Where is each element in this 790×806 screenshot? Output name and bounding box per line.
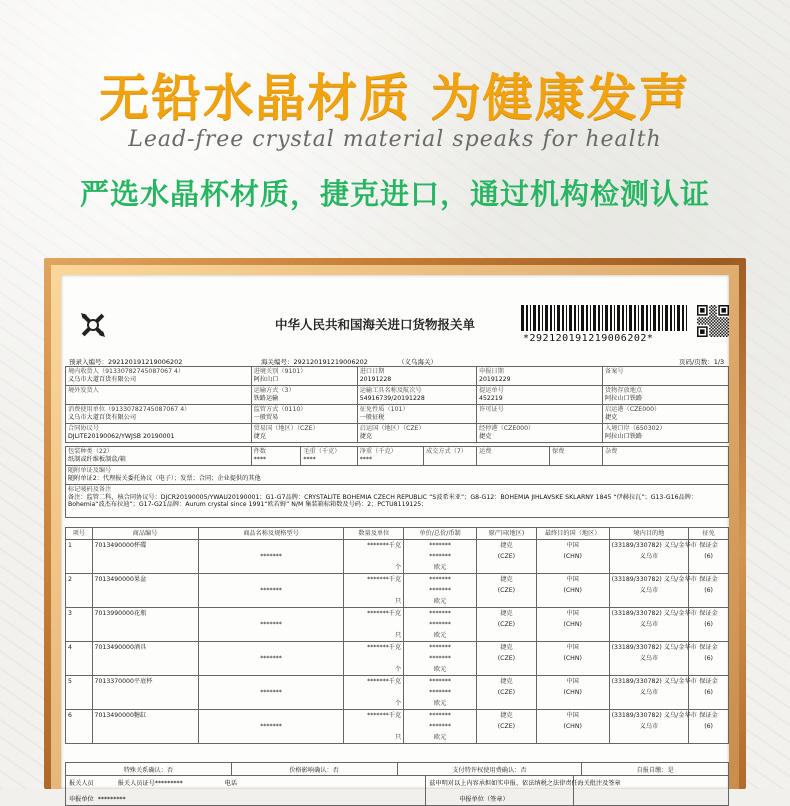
- goods-cell: *******: [404, 540, 477, 552]
- goods-cell: [198, 596, 344, 608]
- goods-cell: (6): [689, 551, 729, 562]
- goods-cell: [92, 562, 198, 574]
- goods-row: [66, 551, 729, 562]
- goods-cell: [92, 687, 198, 698]
- headline: 无铅水晶材质 为健康发声: [99, 69, 691, 127]
- remarks-text: 备注：监管二科，核合同协议号：DJCR20190005/YWAU20190001；G1-G7品牌：CRYSTALITE BOHEMIA CZECH REPUBLIC “S波希米亚”；G8-G12：BOHEMIA JIHLAVSKE SKLARNY 1845 “伊赫拉瓦”；G13-G16品牌：Bohemia“波杰布拉迪”；G17-G21品牌：Aurum crystal since 1991“欧若姆” N/M 集装箱标箱数及号码：2；PCTU8119125；: [68, 493, 698, 508]
- goods-cell: 中国: [536, 540, 609, 552]
- goods-cell: [536, 664, 609, 676]
- goods-cell: 中国: [536, 574, 609, 586]
- goods-cell: 只: [344, 630, 404, 642]
- goods-cell: 义乌市: [609, 551, 689, 562]
- goods-cell: (33189/330782) 义乌/金华市: [609, 574, 689, 586]
- goods-cell: *******: [404, 676, 477, 688]
- goods-row: [66, 585, 729, 596]
- goods-cell: 保证金: [689, 608, 729, 620]
- goods-cell: [66, 732, 93, 744]
- goods-cell: 欧元: [404, 698, 477, 710]
- goods-cell: 保证金: [689, 642, 729, 654]
- goods-cell: 2: [66, 574, 93, 586]
- goods-cell: [198, 732, 344, 744]
- goods-cell: [609, 562, 689, 574]
- goods-cell: (6): [689, 721, 729, 732]
- goods-header-cell: 原产国(地区): [477, 528, 537, 540]
- goods-cell: [477, 664, 537, 676]
- goods-cell: 欧元: [404, 630, 477, 642]
- goods-cell: 4: [66, 642, 93, 654]
- goods-cell: 1: [66, 540, 93, 552]
- goods-cell: [198, 664, 344, 676]
- goods-header-cell: 项号: [66, 528, 93, 540]
- goods-row: [66, 596, 729, 608]
- goods-cell: [66, 721, 93, 732]
- goods-table: [65, 527, 729, 744]
- goods-row: [66, 721, 729, 732]
- goods-cell: [92, 698, 198, 710]
- script-tagline: Lead-free crystal material speaks for health: [128, 127, 662, 152]
- price-effect: 价格影响确认：否: [231, 763, 397, 776]
- goods-cell: [609, 596, 689, 608]
- goods-cell: (CHN): [536, 551, 609, 562]
- goods-cell: (CZE): [477, 653, 537, 664]
- goods-cell: 欧元: [404, 596, 477, 608]
- goods-cell: (6): [689, 653, 729, 664]
- goods-cell: [92, 585, 198, 596]
- goods-cell: (CZE): [477, 687, 537, 698]
- goods-cell: 6: [66, 710, 93, 722]
- goods-cell: 只: [344, 596, 404, 608]
- goods-cell: *******千克: [344, 608, 404, 620]
- goods-cell: 义乌市: [609, 619, 689, 630]
- goods-cell: [344, 721, 404, 732]
- goods-cell: (6): [689, 585, 729, 596]
- confirmation-bar: [65, 762, 729, 776]
- declaration-header-table: 境内收货人（91330782745087067 4） 义乌市大道百货有限公司 进境关别（9101） 阿拉山口 进口日期 20191228 申报日期 20191229 备案号 境外发货人 运输方式（3） 铁路运输 运输工具名称及航次号 54916739/20191228 提运单号 452219 货物存放地点 阿拉山口铁路 消费使用单位（91330782745087067 4） 义乌市大道百货有限公司 监管方式（0110） 一般贸易 征免性质（101） 一般征税 许可证号 启运港（CZE000） 捷克 合同协议号 DJLITE20190062/YWJSB 20190001 贸易国（地区）（CZE） 捷克 启运国（地区）（CZE） 捷克 经停港（CZE000） 捷克 入境口岸（650302） 阿拉山口铁路: [65, 366, 729, 443]
- subtitle: 严选水晶杯材质，捷克进口，通过机构检测认证: [79, 177, 710, 211]
- goods-cell: *******: [404, 551, 477, 562]
- goods-header-cell: 商品名称及规格型号: [198, 528, 344, 540]
- goods-cell: [198, 676, 344, 688]
- goods-cell: [66, 687, 93, 698]
- goods-cell: 中国: [536, 710, 609, 722]
- declaration-package-table: 包装种类（22） 纸制或纤维板制盒/箱 件数 **** 毛重（千克） **** 净重（千克） **** 成交方式（7） 运费 保费 杂费 随附单证及编号 随附单证2：代理报关委托协议（电子）；发票；合同；企业提供的其他 标记唛码及备注 备注：监管二科，核合同协议号：DJCR20190005/YWAU20190001；G1-G7品牌：CRYSTALITE BOHEMIA CZECH REPUBLIC “S波希米亚”；G8-G12：BOHEMIA JIHLAVSKE SKLARNY 1845 “伊赫拉瓦”；G13-G16品牌：Bohemia“波杰布拉迪”；G17-G21品牌：Aurum crystal since 1991“欧若姆” N/M 集装箱标箱数及号码：2；PCTU8119125；: [65, 446, 729, 518]
- goods-cell: (CHN): [536, 721, 609, 732]
- goods-row: [66, 664, 729, 676]
- goods-cell: *******: [404, 721, 477, 732]
- goods-cell: [477, 562, 537, 574]
- goods-cell: [689, 732, 729, 744]
- goods-cell: [198, 642, 344, 654]
- goods-cell: (CHN): [536, 585, 609, 596]
- goods-cell: *******: [404, 642, 477, 654]
- self-report: 自报自缴：是: [582, 763, 729, 776]
- goods-cell: [344, 619, 404, 630]
- goods-cell: [66, 585, 93, 596]
- royalty-confirm: 支付特许权使用费确认：否: [397, 763, 582, 776]
- goods-cell: [92, 619, 198, 630]
- goods-cell: [66, 619, 93, 630]
- goods-cell: 中国: [536, 676, 609, 688]
- goods-cell: (33189/330782) 义乌/金华市: [609, 710, 689, 722]
- goods-header-cell: 单价/总价/币制: [404, 528, 477, 540]
- goods-code-name: 7013370000平底杯: [92, 676, 198, 688]
- goods-cell: [92, 596, 198, 608]
- goods-cell: [344, 551, 404, 562]
- goods-row: [66, 732, 729, 744]
- special-relation: 特殊关系确认：否: [66, 763, 232, 776]
- goods-cell: *******千克: [344, 540, 404, 552]
- goods-cell: [66, 698, 93, 710]
- goods-cell: (33189/330782) 义乌/金华市: [609, 676, 689, 688]
- customs-emblem-icon: [75, 307, 111, 343]
- goods-cell: *******千克: [344, 710, 404, 722]
- signature-table: 报关人员 报关人员证号********* 电话 申报单位 ********* 兹申明对以上内容承担如实申报、依法纳税之法律责任 申报单位（签章） 海关批注及签章: [65, 775, 729, 806]
- goods-cell: [689, 698, 729, 710]
- customs-remark: 海关批注及签章: [574, 776, 729, 806]
- goods-cell: (33189/330782) 义乌/金华市: [609, 540, 689, 552]
- goods-cell: [689, 562, 729, 574]
- goods-cell: *******千克: [344, 676, 404, 688]
- goods-cell: [92, 664, 198, 676]
- goods-cell: [198, 540, 344, 552]
- goods-row: [66, 653, 729, 664]
- goods-cell: 义乌市: [609, 687, 689, 698]
- goods-cell: [536, 596, 609, 608]
- goods-cell: [198, 698, 344, 710]
- goods-cell: 保证金: [689, 540, 729, 552]
- goods-cell: [536, 732, 609, 744]
- goods-cell: 捷克: [477, 608, 537, 620]
- goods-cell: 欧元: [404, 732, 477, 744]
- goods-cell: (CHN): [536, 619, 609, 630]
- goods-cell: [609, 664, 689, 676]
- goods-cell: [536, 562, 609, 574]
- goods-cell: 捷克: [477, 574, 537, 586]
- goods-cell: [344, 687, 404, 698]
- goods-cell: *******: [404, 574, 477, 586]
- goods-cell: *******: [404, 619, 477, 630]
- goods-cell: 捷克: [477, 642, 537, 654]
- goods-cell: [92, 630, 198, 642]
- document-title: 中华人民共和国海关进口货物报关单: [275, 317, 476, 332]
- gold-frame: [44, 258, 746, 803]
- pre-entry-number: 预录入编号：292120191219006202: [69, 358, 183, 366]
- goods-cell: [689, 664, 729, 676]
- goods-row: [66, 630, 729, 642]
- goods-cell: 中国: [536, 608, 609, 620]
- goods-cell: 欧元: [404, 664, 477, 676]
- goods-cell: *******: [198, 653, 344, 664]
- goods-cell: [92, 551, 198, 562]
- goods-cell: *******: [198, 551, 344, 562]
- goods-cell: [689, 596, 729, 608]
- goods-cell: (CHN): [536, 687, 609, 698]
- goods-row: [66, 710, 729, 722]
- goods-code-name: 7013490000酒具: [92, 642, 198, 654]
- goods-cell: 捷克: [477, 710, 537, 722]
- goods-cell: [198, 574, 344, 586]
- goods-header-cell: 征免: [689, 528, 729, 540]
- goods-cell: [477, 596, 537, 608]
- goods-cell: [609, 732, 689, 744]
- goods-cell: [66, 664, 93, 676]
- goods-cell: 义乌市: [609, 721, 689, 732]
- goods-cell: [477, 732, 537, 744]
- goods-cell: *******: [198, 721, 344, 732]
- goods-row: [66, 562, 729, 574]
- goods-row: [66, 698, 729, 710]
- goods-cell: [344, 585, 404, 596]
- goods-cell: [66, 630, 93, 642]
- goods-cell: 个: [344, 562, 404, 574]
- goods-row: [66, 619, 729, 630]
- goods-cell: [92, 732, 198, 744]
- goods-row: [66, 642, 729, 654]
- goods-row: [66, 574, 729, 586]
- goods-cell: *******: [198, 687, 344, 698]
- goods-cell: 中国: [536, 642, 609, 654]
- goods-cell: [536, 698, 609, 710]
- goods-cell: *******: [198, 585, 344, 596]
- goods-cell: (CHN): [536, 653, 609, 664]
- goods-cell: *******千克: [344, 642, 404, 654]
- goods-cell: (CZE): [477, 585, 537, 596]
- goods-row: [66, 540, 729, 552]
- goods-header-cell: 数量及单位: [344, 528, 404, 540]
- goods-cell: [92, 721, 198, 732]
- page-count: 页码/页数：1/3: [679, 358, 725, 366]
- goods-cell: [92, 653, 198, 664]
- goods-cell: [609, 698, 689, 710]
- goods-cell: *******: [404, 687, 477, 698]
- goods-cell: (CZE): [477, 721, 537, 732]
- goods-cell: [689, 630, 729, 642]
- goods-cell: 只: [344, 732, 404, 744]
- goods-cell: [198, 630, 344, 642]
- goods-cell: [536, 630, 609, 642]
- qr-code-icon: [697, 305, 729, 337]
- goods-row: [66, 676, 729, 688]
- goods-cell: 个: [344, 664, 404, 676]
- goods-cell: [66, 596, 93, 608]
- goods-header-cell: 最终目的国（地区）: [536, 528, 609, 540]
- goods-cell: [609, 630, 689, 642]
- barcode-number: *292120191219006202*: [523, 333, 654, 344]
- goods-cell: *******: [404, 608, 477, 620]
- goods-cell: [66, 551, 93, 562]
- goods-cell: 保证金: [689, 574, 729, 586]
- goods-row: [66, 687, 729, 698]
- goods-cell: 保证金: [689, 676, 729, 688]
- customs-declaration-document: [61, 275, 729, 803]
- goods-cell: [198, 562, 344, 574]
- goods-cell: 捷克: [477, 540, 537, 552]
- goods-code-name: 7013990000花瓶: [92, 608, 198, 620]
- goods-cell: *******: [404, 653, 477, 664]
- goods-cell: (33189/330782) 义乌/金华市: [609, 642, 689, 654]
- goods-header-cell: 商品编号: [92, 528, 198, 540]
- goods-cell: (6): [689, 687, 729, 698]
- customs-number: 海关编号：292120191219006202 （义乌海关）: [261, 358, 438, 366]
- barcode-icon: [521, 305, 689, 331]
- goods-cell: (33189/330782) 义乌/金华市: [609, 608, 689, 620]
- goods-cell: [198, 608, 344, 620]
- goods-cell: 保证金: [689, 710, 729, 722]
- goods-cell: 3: [66, 608, 93, 620]
- goods-cell: (6): [689, 619, 729, 630]
- goods-cell: 捷克: [477, 676, 537, 688]
- goods-cell: *******: [404, 710, 477, 722]
- goods-row: [66, 608, 729, 620]
- goods-cell: *******千克: [344, 574, 404, 586]
- goods-cell: 义乌市: [609, 653, 689, 664]
- goods-cell: *******: [198, 619, 344, 630]
- goods-cell: [344, 653, 404, 664]
- goods-cell: *******: [404, 585, 477, 596]
- goods-code-name: 7013490000糖缸: [92, 710, 198, 722]
- goods-cell: (CZE): [477, 551, 537, 562]
- goods-cell: [477, 698, 537, 710]
- goods-cell: 义乌市: [609, 585, 689, 596]
- goods-cell: [198, 710, 344, 722]
- goods-header-cell: 境内目的地: [609, 528, 689, 540]
- goods-cell: 5: [66, 676, 93, 688]
- goods-cell: [477, 630, 537, 642]
- goods-cell: [66, 653, 93, 664]
- goods-cell: (CZE): [477, 619, 537, 630]
- goods-cell: 欧元: [404, 562, 477, 574]
- goods-code-name: 7013490000杯碟: [92, 540, 198, 552]
- goods-cell: [66, 562, 93, 574]
- goods-code-name: 7013490000果盆: [92, 574, 198, 586]
- goods-cell: 个: [344, 698, 404, 710]
